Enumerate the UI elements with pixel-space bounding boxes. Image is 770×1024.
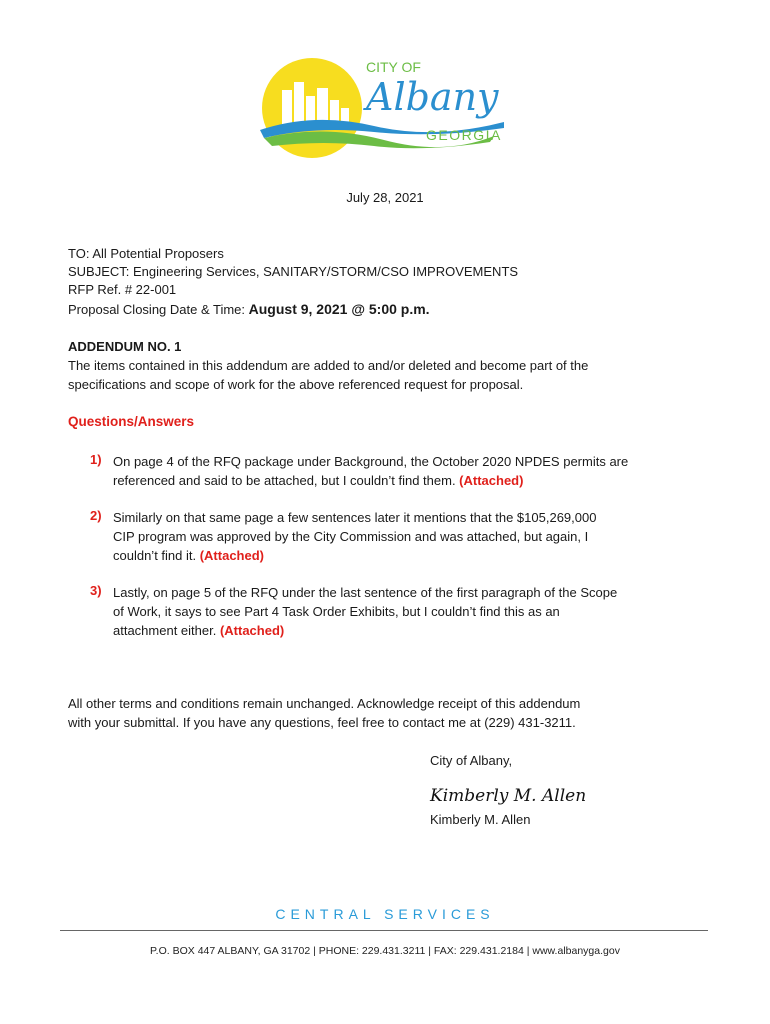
qa-heading: Questions/Answers <box>68 414 195 429</box>
subject-line: SUBJECT: Engineering Services, SANITARY/STORM/CSO IMPROVEMENTS <box>68 264 519 279</box>
qa-item-line: Similarly on that same page a few sentences later it mentions that the $105,269,000 <box>113 510 597 525</box>
rfp-ref-line: RFP Ref. # 22-001 <box>68 282 177 297</box>
signature-org: City of Albany, <box>430 753 513 768</box>
closing-date-line <box>68 300 430 319</box>
qa-answer-attached: (Attached) <box>459 473 524 488</box>
qa-item-number: 2) <box>90 508 102 523</box>
closing-line1: All other terms and conditions remain unchanged. Acknowledge receipt of this addendum <box>68 696 581 711</box>
footer-contact: P.O. BOX 447 ALBANY, GA 31702 | PHONE: 229.431.3211 | FAX: 229.431.2184 | www.albanyga.gov <box>150 945 620 957</box>
qa-item-line: CIP program was approved by the City Commission and was attached, but again, I <box>113 529 589 544</box>
qa-item-text: attachment either. <box>113 623 220 638</box>
qa-answer-attached: (Attached) <box>199 548 264 563</box>
logo-albany: Albany <box>366 75 499 119</box>
department-name: CENTRAL SERVICES <box>275 906 495 922</box>
qa-item-number: 1) <box>90 452 102 467</box>
qa-item-number: 3) <box>90 583 102 598</box>
letter-date: July 28, 2021 <box>346 190 424 205</box>
qa-item-line <box>113 471 523 490</box>
footer-divider <box>60 930 708 931</box>
closing-date-value: August 9, 2021 @ 5:00 p.m. <box>248 301 430 317</box>
logo-georgia: GEORGIA <box>426 127 502 143</box>
closing-date-label: Proposal Closing Date & Time: <box>68 302 249 317</box>
addendum-title: ADDENDUM NO. 1 <box>68 339 182 354</box>
qa-item-line: On page 4 of the RFQ package under Background, the October 2020 NPDES permits are <box>113 454 629 469</box>
qa-item-line <box>113 621 284 640</box>
qa-item-text: couldn’t find it. <box>113 548 200 563</box>
logo-city-of: CITY OF <box>366 59 421 75</box>
addendum-intro-line2: specifications and scope of work for the above referenced request for proposal. <box>68 377 524 392</box>
addendum-intro-line1: The items contained in this addendum are added to and/or deleted and become part of the <box>68 358 589 373</box>
qa-item-line <box>113 546 264 565</box>
closing-line2: with your submittal. If you have any questions, feel free to contact me at (229) 431-3211. <box>68 715 576 730</box>
qa-item-line: Lastly, on page 5 of the RFQ under the last sentence of the first paragraph of the Scope <box>113 585 618 600</box>
qa-answer-attached: (Attached) <box>219 623 285 638</box>
signature-name: Kimberly M. Allen <box>430 812 531 827</box>
handwritten-signature: Kimberly M. Allen <box>430 786 587 806</box>
to-line: TO: All Potential Proposers <box>68 246 224 261</box>
city-of-albany-logo <box>254 52 522 162</box>
qa-item-line: of Work, it says to see Part 4 Task Order Exhibits, but I couldn’t find this as an <box>113 604 560 619</box>
qa-item-text: referenced and said to be attached, but I couldn’t find them. <box>113 473 460 488</box>
